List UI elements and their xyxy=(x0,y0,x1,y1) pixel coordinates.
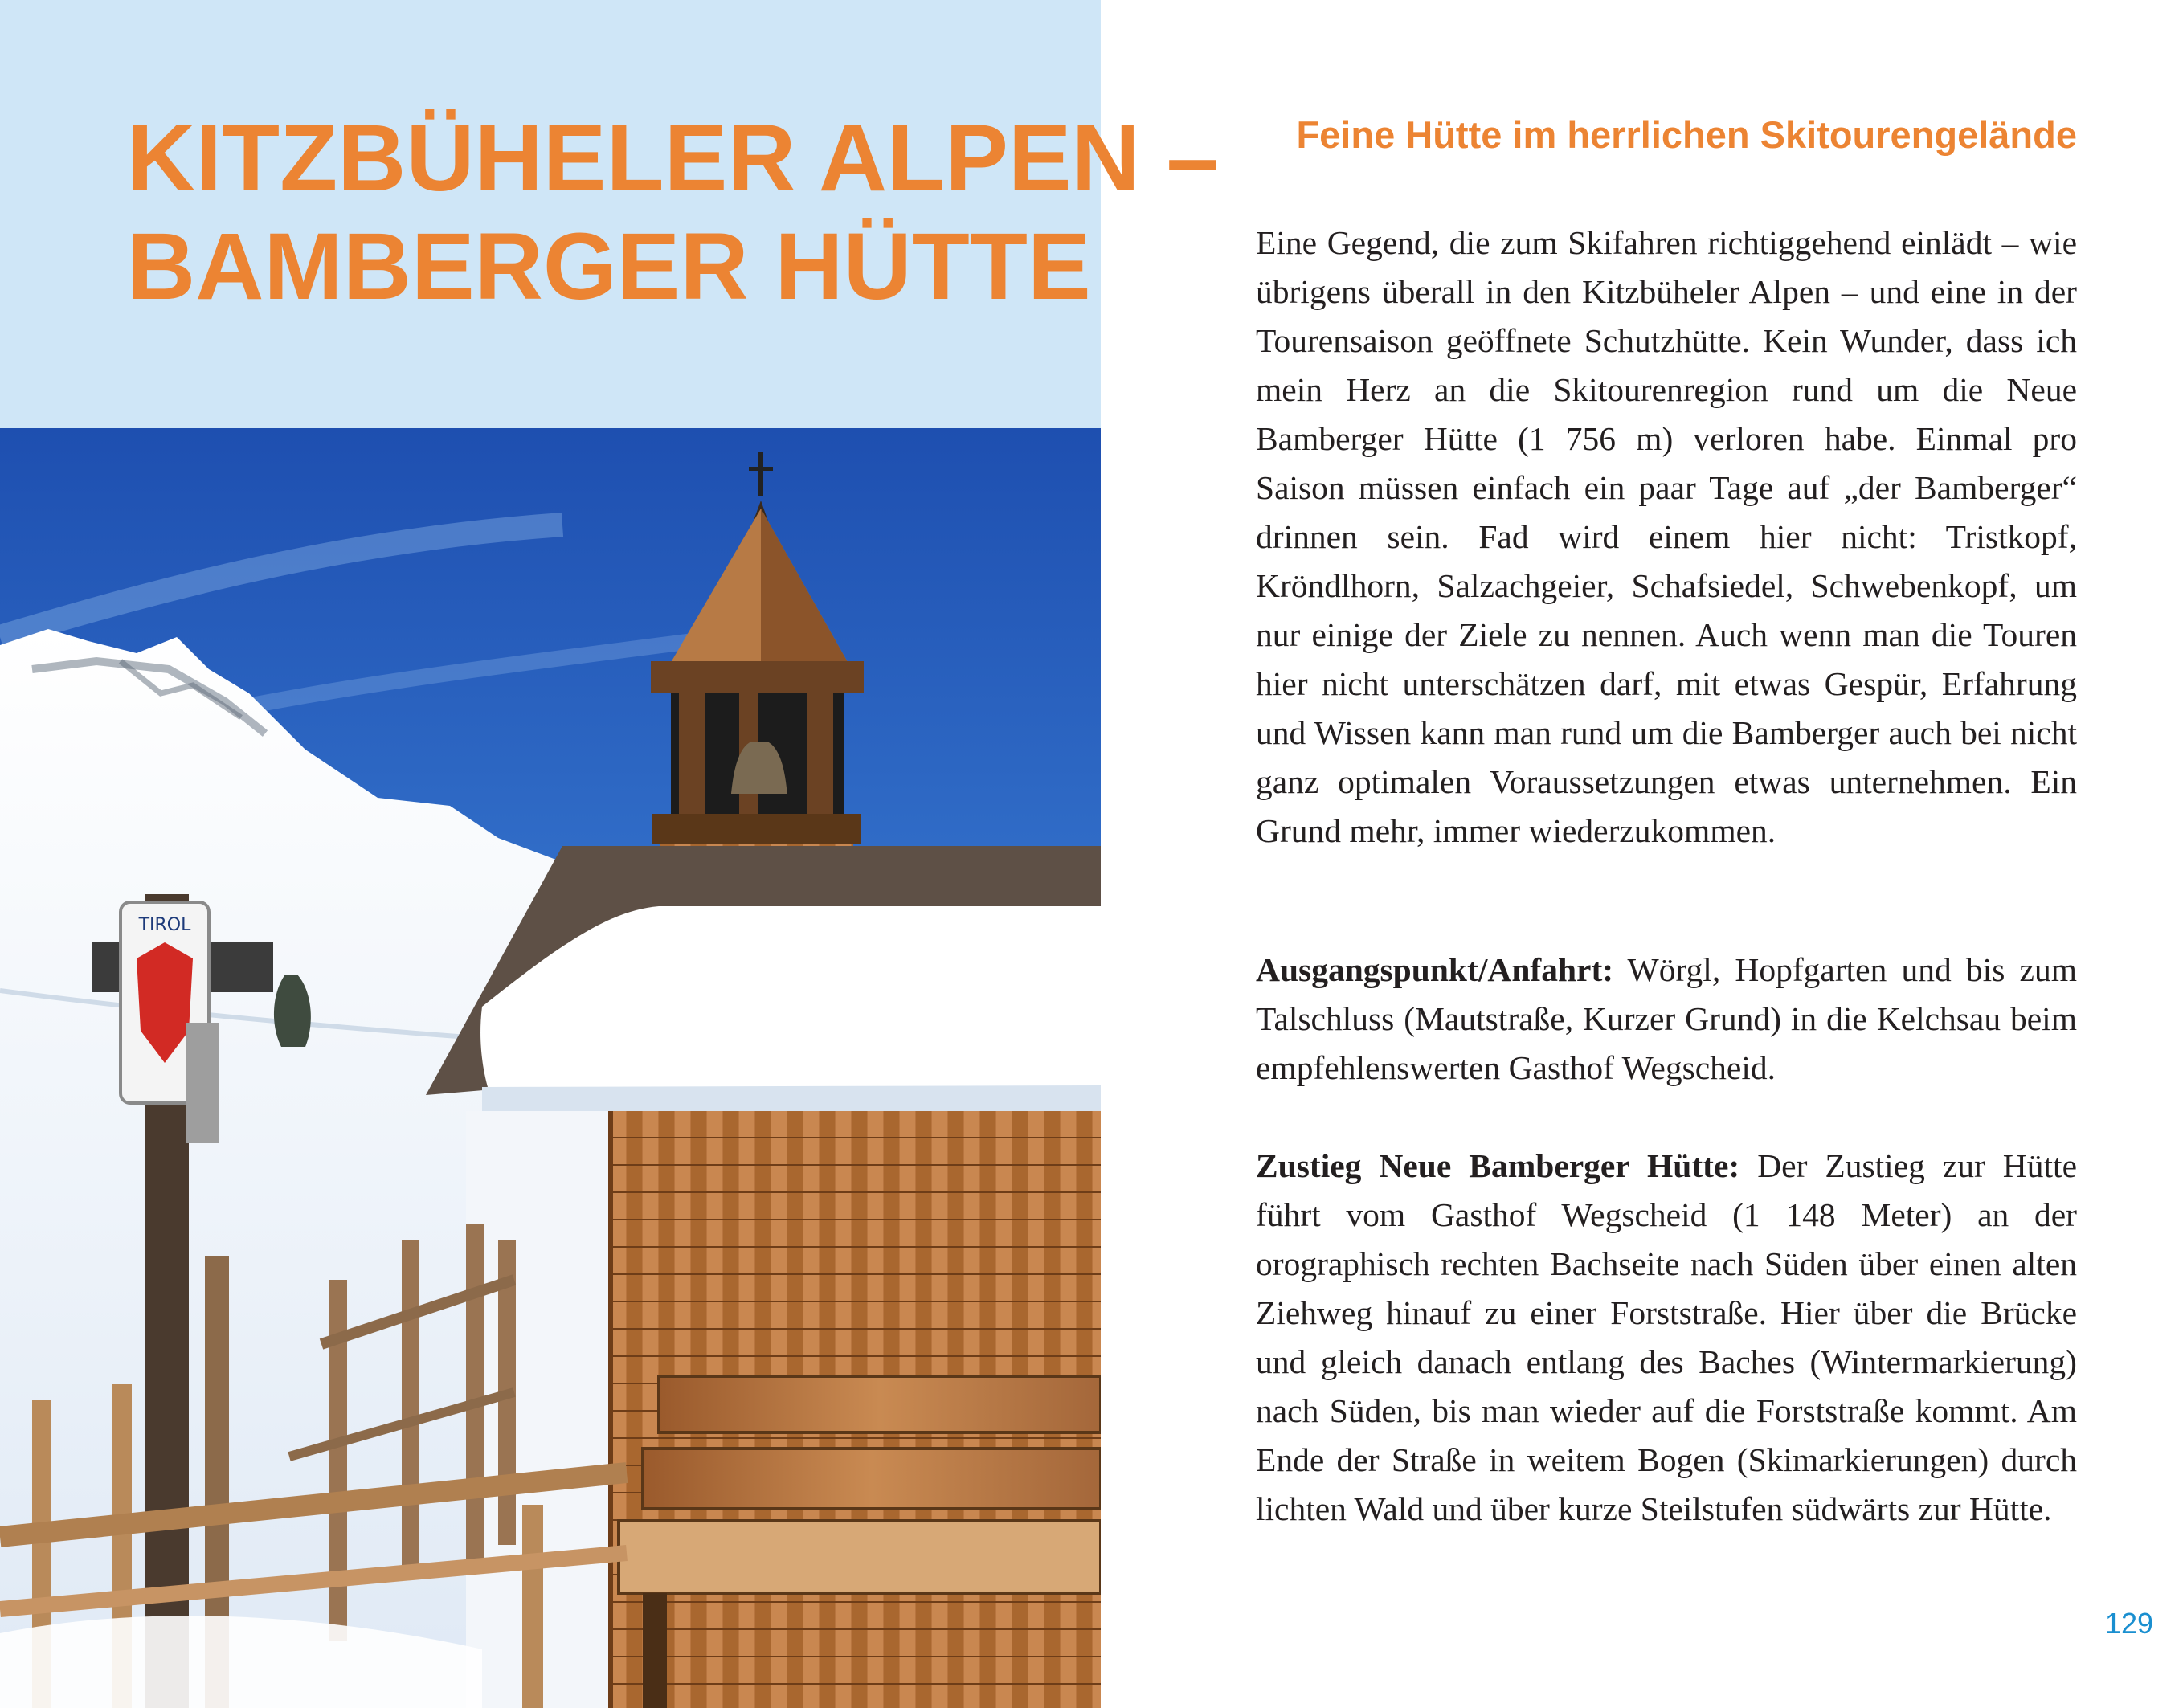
chapter-title xyxy=(127,104,1219,321)
chapel-photo xyxy=(0,428,1101,1708)
ascent-text: Der Zustieg zur Hütte führt vom Gasthof Wegscheid (1 148 Meter) an der orographisch rechten Bachseite nach Süden über einen alten Ziehweg hinauf zu einer Forststraße. Hier über die Brücke und gleich danach entlang des Baches (Wintermarkierung) nach Süden, bis man wieder auf die Forststraße kommt. Am Ende der Straße in weitem Bogen (Skimarkierungen) durch lichten Wald und über kurze Steilstufen südwärts zur Hütte. xyxy=(1256,1147,2077,1527)
mountain-chapel-photo-icon xyxy=(0,428,1101,1708)
ascent-label: Zustieg Neue Bamberger Hütte: xyxy=(1256,1147,1740,1184)
tirol-sign-text: TIROL xyxy=(138,915,191,935)
chapter-title-line1: KITZBÜHELER ALPEN – xyxy=(127,105,1220,211)
ascent-paragraph xyxy=(1256,1142,2077,1534)
chapter-title-line2: BAMBERGER HÜTTE xyxy=(127,214,1091,320)
page-number: 129 xyxy=(2104,1607,2153,1640)
start-point-paragraph xyxy=(1256,946,2077,1093)
intro-paragraph: Eine Gegend, die zum Skifahren richtiggehend einlädt – wie übrigens überall in den Kitzbüheler Alpen – und eine in der Tourensaison geöffnete Schutzhütte. Kein Wunder, dass ich mein Herz an die Skitourenregion rund um die Neue Bamberger Hütte (1 756 m) verloren habe. Einmal pro Saison müssen einfach ein paar Tage auf „der Bamberger“ drinnen sein. Fad wird einem hier nicht: Tristkopf, Kröndlhorn, Salzachgeier, Schafsiedel, Schwebenkopf, um nur einige der Ziele zu nennen. Auch wenn man die Touren hier nicht unterschätzen darf, mit etwas Gespür, Erfahrung und Wissen kann man rund um die Bamberger auch bei nicht ganz optimalen Voraussetzungen etwas unternehmen. Ein Grund mehr, immer wiederzukommen. xyxy=(1256,224,2077,849)
start-point-label: Ausgangspunkt/Anfahrt: xyxy=(1256,951,1614,988)
start-point-text: Wörgl, Hopfgarten und bis zum Talschluss (Mautstraße, Kurzer Grund) in die Kelchsau beim empfehlenswerten Gasthof Wegscheid. xyxy=(1256,951,2077,1086)
article-subtitle: Feine Hütte im herrlichen Skitourengelände xyxy=(1296,113,2077,156)
